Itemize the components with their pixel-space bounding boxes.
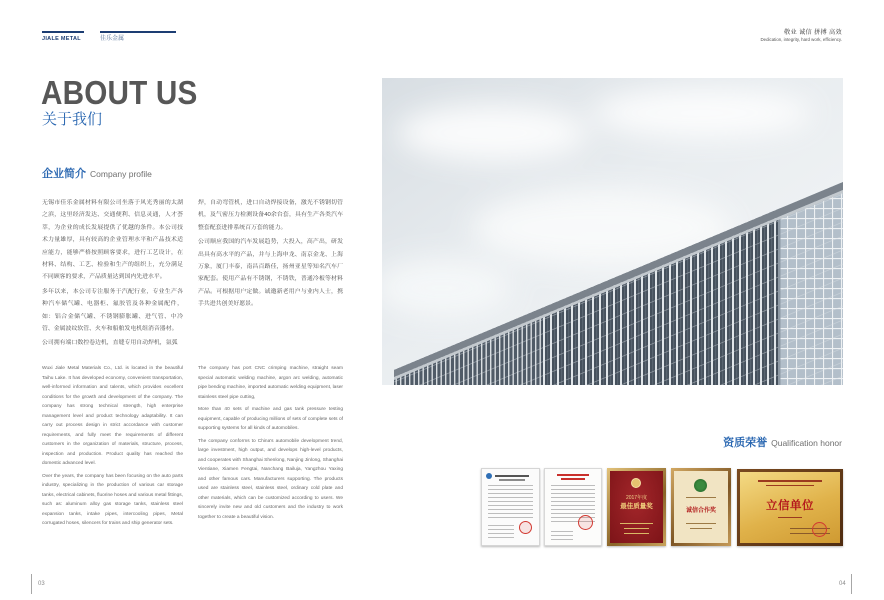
paragraph: 公司拥有端口数控卷边机，直缝专用自动焊机，氩弧 xyxy=(42,340,178,347)
red-seal-icon xyxy=(578,515,593,530)
plaque-panel xyxy=(610,471,663,543)
motto xyxy=(760,29,842,43)
award-year: 2017年度 xyxy=(625,495,648,501)
certificate-text-lines xyxy=(551,531,573,540)
profile-heading-zh: 企业简介 xyxy=(42,168,86,180)
plaque-text-line xyxy=(766,485,814,486)
profile-heading-en: Company profile xyxy=(90,169,152,179)
profile-zh-column-1 xyxy=(42,197,183,352)
paragraph: 无锡市佳乐金属材料有限公司坐落于风光秀丽的太湖之滨，这里经济发达、交通便利、信息灵通，人才荟萃，为企业的成长发展提供了优越的条件。本公司技术力量雄厚，具有较高的企业管理水平和产品技术适应能力，能够严格按照顾客要求，进行工艺设计，在材料、结构、工艺、检验和生产的组织上，充分满足不同顾客的要求，产品质量达到国内先进水平。 xyxy=(42,200,183,281)
plaque-text-line xyxy=(778,517,802,518)
red-seal-icon xyxy=(812,522,827,537)
paragraph: 公司顺应我国的汽车发展趋势，大投入，高产出，研发出具有高水平的产品，并与上海申龙、南京金龙、上海万象，厦门丰泰，南昌百路佳，扬州亚星等知名汽车厂家配套。使用产品有不锈钢，不锈铁，普通冷板等材料产品。可根据用户定做。诚邀新老用户与业内人士，携手共进共创美好愿景。 xyxy=(198,239,343,308)
award-name: 最佳质量奖 xyxy=(620,503,653,510)
page-number-rule-right xyxy=(851,574,852,594)
certificate-title-line xyxy=(557,474,589,476)
brand-name-zh: 佳乐金属 xyxy=(100,36,125,42)
motto-zh: 敬业 诚信 拼搏 高效 xyxy=(784,29,842,36)
profile-zh-column-2 xyxy=(198,197,343,313)
page-title: ABOUT US xyxy=(41,74,198,111)
building-photo xyxy=(382,78,843,385)
quality-award-plaque xyxy=(607,468,666,546)
brand-name-en: JIALE METAL xyxy=(42,36,81,42)
brand-rule-en xyxy=(42,31,84,33)
paragraph: The company conforms to China's automobile development trend, large investment, high output, and develops high-level products, and cooperates with Shanghai Shenlong, Nanjing Jinlong, Shanghai Vientiane, Xiamen Fengtai, Nanchang Bailuja, Yangzhou Yaxing and other famous cars. Manufacturers supporting. The products used are stainless steel, stainless steel, ordinary cold plate and other materials, which can be customized according to users. We sincerely invite new and old customers and the industry to work together to create a beautiful vision. xyxy=(198,438,343,520)
plaque-text-line xyxy=(624,533,649,534)
quality-certificate-1 xyxy=(481,468,540,546)
paragraph: 焊，自动弯管机，进口自动焊接设备，激光不锈钢切管机，及气密压力检测设备40余台套，具有生产各类汽车整套配套进排系统百万套的能力。 xyxy=(198,200,343,231)
certificate-text-lines xyxy=(488,525,514,539)
motto-en: Dedication, integrity, hard work, efficiency. xyxy=(760,37,842,42)
paragraph: 多年以来，本公司专注服务于汽配行业，专业生产各种汽车储气罐、电器柜、氟胶管及各种金属配件，如：铝合金储气罐、不锈钢膨胀罐、进气管、中冷管、金属波纹软管、火车和船舶发电机组消音器材。 xyxy=(42,288,183,333)
honors-heading xyxy=(723,435,842,450)
certificate-title-line xyxy=(499,479,525,481)
red-seal-icon xyxy=(519,521,532,534)
page-number-left: 03 xyxy=(38,581,45,587)
plaque-text-line xyxy=(620,523,653,524)
brand-rule-zh xyxy=(100,31,176,33)
plaque-panel xyxy=(674,471,728,543)
page-subtitle: 关于我们 xyxy=(42,111,103,128)
plaque-panel xyxy=(740,472,840,543)
plaque-text-line xyxy=(690,528,712,529)
award-emblem-icon xyxy=(631,478,641,488)
award-emblem-icon xyxy=(694,479,707,492)
paragraph: The company has port CNC crimping machine, straight seam special automatic welding machine, argon arc welding, automatic pipe bending machine, imported automatic welding equipment, laser stainless steel pipe cutting, xyxy=(198,366,343,400)
award-name: 诚信合作奖 xyxy=(685,508,716,514)
award-name: 立信单位 xyxy=(766,500,814,512)
certificate-title-line xyxy=(561,478,585,480)
certification-logo-icon xyxy=(486,473,492,479)
paragraph: Wuxi Jiale Metal Materials Co., Ltd. is located in the beautiful Taihu Lake. It has developed economy, convenient transportation, well-informed information and talents, which provides excellent conditions for the growth and development of the company. The company has strong technical strength, high enterprise management level and product technology adaptability. It can carry out process design in strict accordance with customer requirements, and fully meet the requirements of different customers in the organization of materials, structure, process, inspection and production. Product quality has reached the domestic advanced level. xyxy=(42,366,183,466)
honors-heading-en: Qualification honor xyxy=(771,438,842,448)
profile-en-column-1 xyxy=(42,364,183,532)
profile-heading xyxy=(42,166,152,181)
credit-unit-plaque xyxy=(737,469,843,546)
plaque-text-line xyxy=(686,497,716,498)
page-number-rule-left xyxy=(31,574,32,594)
paragraph: Over the years, the company has been focusing on the auto parts industry, specializing in the production of various car storage tanks, electrical cabinets, fluorine hoses and various metal fittings, such as: aluminum alloy gas storage tanks, stainless steel expansion tanks, intake pipes, intercooling pipes, Metal corrugated hoses, silencers for trains and ship generator sets. xyxy=(42,473,183,526)
cooperation-award-plaque xyxy=(671,468,731,546)
plaque-text-line xyxy=(624,528,649,529)
certificate-title-line xyxy=(495,475,529,477)
paragraph: More than 40 sets of machine and gas tank pressure testing equipment, capable of producing millions of sets of complete sets of supporting systems for all kinds of automobiles. xyxy=(198,407,343,431)
plaque-text-line xyxy=(758,480,822,482)
page-number-right: 04 xyxy=(839,581,846,587)
quality-certificate-2 xyxy=(544,468,602,546)
honors-heading-zh: 资质荣誉 xyxy=(723,437,768,449)
plaque-text-line xyxy=(686,523,716,524)
profile-en-column-2 xyxy=(198,364,343,525)
certificate-text-lines xyxy=(488,485,533,521)
